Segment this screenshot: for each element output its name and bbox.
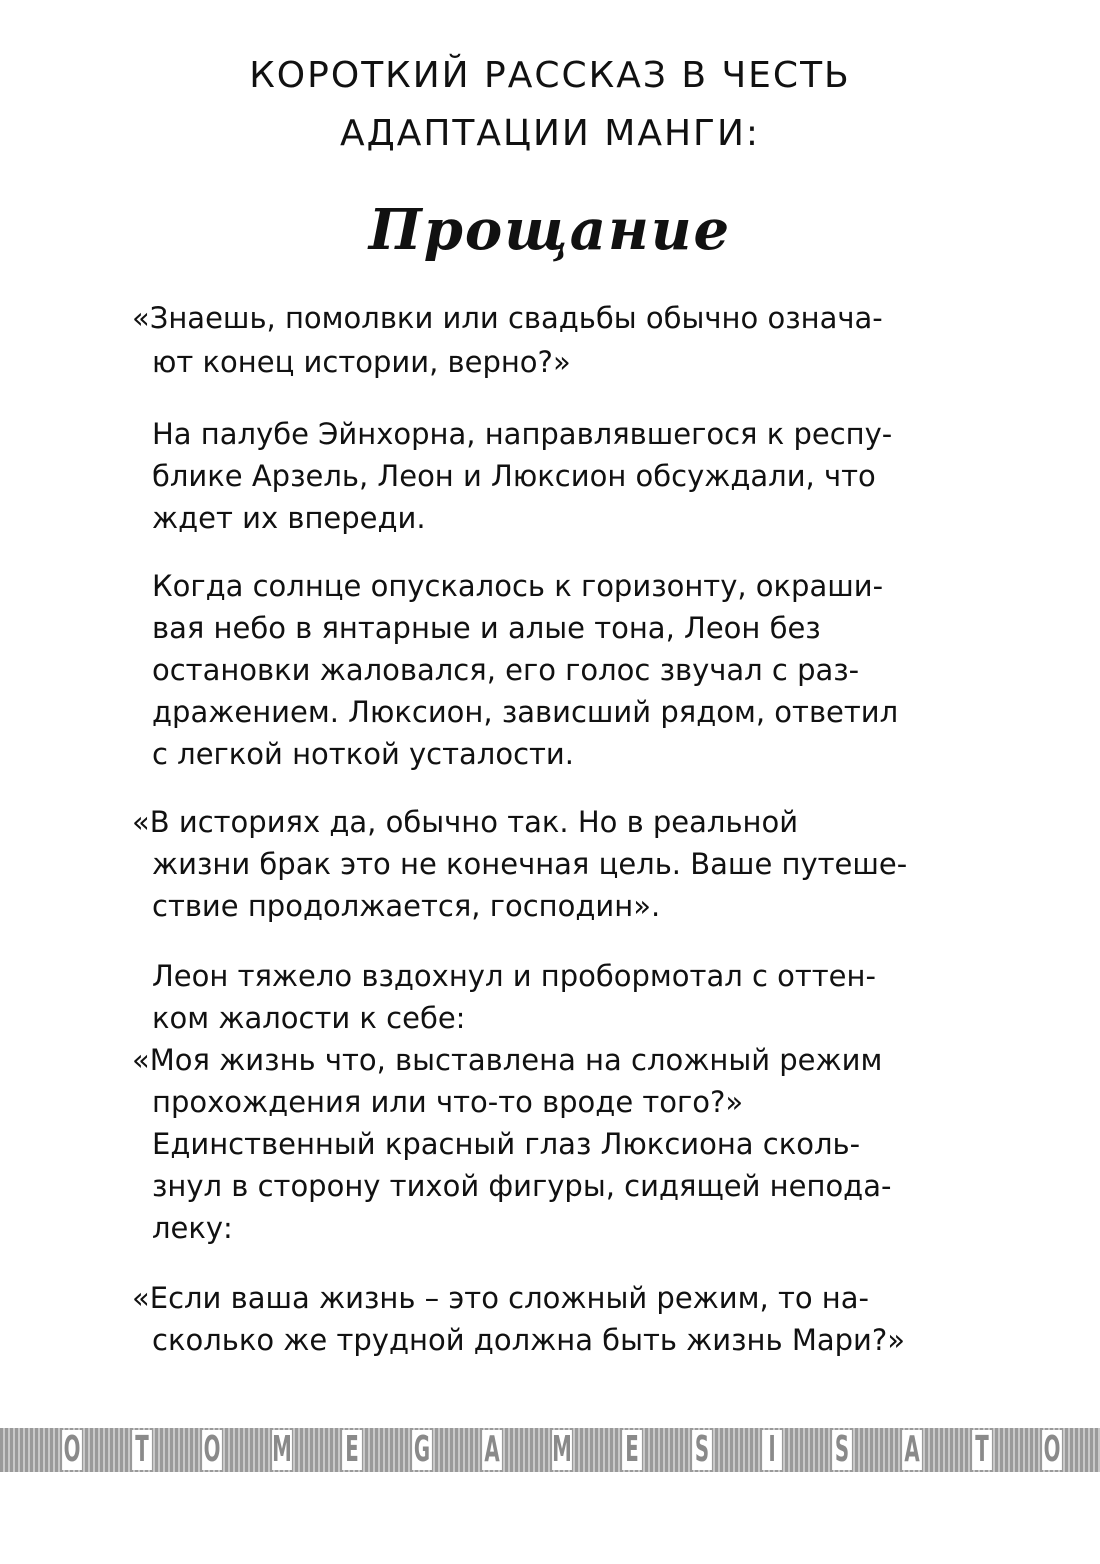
footer-letter: O xyxy=(1043,1429,1061,1470)
body-line: ствие продолжается, господин». xyxy=(152,889,661,923)
body-line: «В историях да, обычно так. Но в реальной xyxy=(132,805,799,839)
footer-letter: O xyxy=(203,1429,221,1470)
footer-letter: M xyxy=(272,1429,292,1470)
footer-letter: A xyxy=(902,1430,922,1470)
body-line: ют конец истории, верно?» xyxy=(152,345,571,379)
footer-letter: G xyxy=(413,1429,431,1470)
footer-letter: E xyxy=(622,1430,642,1470)
footer-banner xyxy=(0,1428,1100,1472)
body-line: леку: xyxy=(152,1211,233,1245)
body-line: «Моя жизнь что, выставлена на сложный режим xyxy=(132,1043,883,1077)
body-line: прохождения или что-то вроде того?» xyxy=(152,1085,744,1119)
body-line: блике Арзель, Леон и Люксион обсуждали, что xyxy=(152,459,876,493)
body-line: ждет их впереди. xyxy=(152,501,426,535)
footer-letter: S xyxy=(692,1430,712,1470)
body-line: остановки жаловался, его голос звучал с раз- xyxy=(152,653,860,687)
body-line: «Если ваша жизнь – это сложный режим, то на- xyxy=(132,1281,870,1315)
body-line: Леон тяжело вздохнул и пробормотал с оттен- xyxy=(152,959,876,993)
footer-letter: T xyxy=(972,1430,992,1470)
footer-letter: S xyxy=(832,1430,852,1470)
body-line: Когда солнце опускалось к горизонту, окраши- xyxy=(152,569,884,603)
body-line: с легкой ноткой усталости. xyxy=(152,737,574,771)
footer-letter: O xyxy=(63,1429,81,1470)
body-line: «Знаешь, помолвки или свадьбы обычно означа- xyxy=(132,301,883,335)
body-line: Единственный красный глаз Люксиона сколь- xyxy=(152,1127,861,1161)
footer-letters xyxy=(0,1428,1100,1472)
body-line: дражением. Люксион, зависший рядом, ответил xyxy=(152,695,899,729)
body-line: На палубе Эйнхорна, направлявшегося к респу- xyxy=(152,417,893,451)
footer-letter: A xyxy=(482,1430,502,1470)
body-line: вая небо в янтарные и алые тона, Леон без xyxy=(152,611,821,645)
footer-letter: M xyxy=(552,1429,572,1470)
footer-letter: E xyxy=(342,1430,362,1470)
footer-letter: I xyxy=(762,1430,782,1470)
body-line: сколько же трудной должна быть жизнь Мари?» xyxy=(152,1323,906,1357)
body-line: ком жалости к себе: xyxy=(152,1001,466,1035)
story-title: Прощание xyxy=(368,197,732,263)
body-line: знул в сторону тихой фигуры, сидящей непода- xyxy=(152,1169,892,1203)
body-line: жизни брак это не конечная цель. Ваше путеше- xyxy=(152,847,908,881)
footer-letter: T xyxy=(132,1430,152,1470)
header-line-1: КОРОТКИЙ РАССКАЗ В ЧЕСТЬ xyxy=(249,55,851,96)
header-line-2: АДАПТАЦИИ МАНГИ: xyxy=(339,113,761,154)
